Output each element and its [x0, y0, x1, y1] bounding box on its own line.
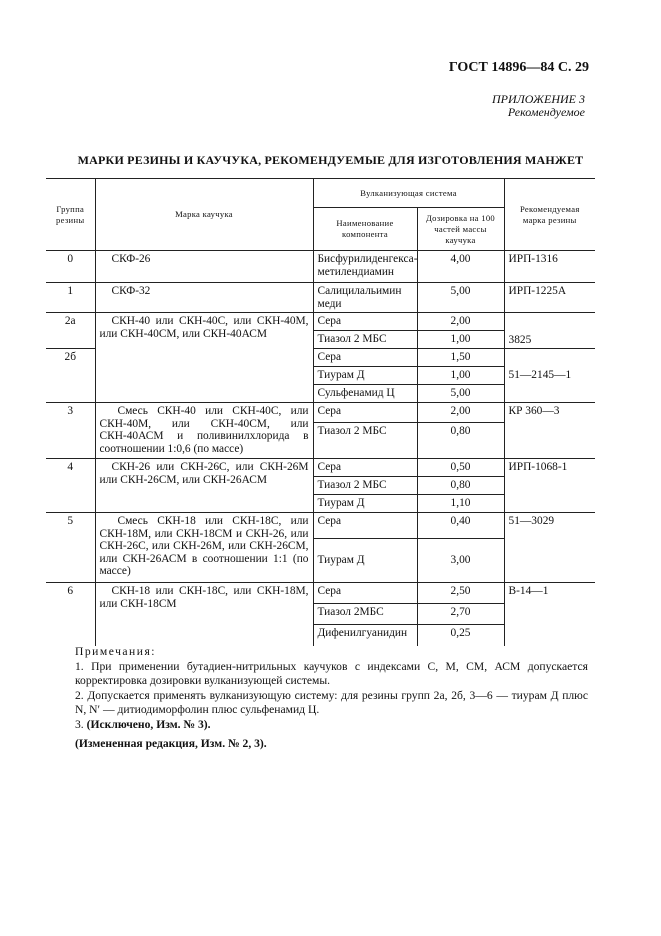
cell-group: 2б — [46, 349, 95, 403]
table-row — [46, 403, 595, 423]
header-vulcanizing-system: Вулканизующая система — [313, 179, 504, 208]
cell-brand: СКН-26 или СКН-26С, или СКН-26М или СКН-26СМ, или СКН-26АСМ — [95, 459, 313, 513]
cell-component: Сера — [313, 459, 417, 477]
cell-dosage: 0,80 — [417, 477, 504, 495]
cell-dosage: 0,50 — [417, 459, 504, 477]
header-recommended-grade: Рекомендуемая марка резины — [504, 179, 595, 251]
cell-dosage: 2,00 — [417, 403, 504, 423]
cell-dosage: 1,50 — [417, 349, 504, 367]
cell-grade: ИРП-1068-1 — [504, 459, 595, 513]
cell-dosage: 2,70 — [417, 604, 504, 625]
note-1: 1. При применении бутадиен-нитрильных каучуков с индексами С, М, СМ, АСМ допускается корректировка дозировки вулканизующей системы. — [75, 659, 588, 688]
cell-dosage: 2,00 — [417, 313, 504, 331]
cell-group: 2а — [46, 313, 95, 349]
rubber-grades-table — [46, 178, 595, 646]
header-component-name: Наименование компонента — [313, 208, 417, 251]
header-rubber-brand: Марка каучука — [95, 179, 313, 251]
cell-dosage: 1,10 — [417, 495, 504, 513]
document-title: МАРКИ РЕЗИНЫ И КАУЧУКА, РЕКОМЕНДУЕМЫЕ ДЛЯ ИЗГОТОВЛЕНИЯ МАНЖЕТ — [77, 153, 584, 167]
cell-group: 0 — [46, 251, 95, 283]
cell-component: Бисфурилиденгекса-метилендиамин — [313, 251, 417, 283]
cell-component: Тиазол 2 МБС — [313, 477, 417, 495]
cell-dosage: 2,50 — [417, 583, 504, 604]
cell-brand: СКН-18 или СКН-18С, или СКН-18М, или СКН-18СМ — [95, 583, 313, 646]
table-row — [46, 513, 595, 539]
cell-component: Тиазол 2 МБС — [313, 423, 417, 459]
cell-component: Салицилальимин меди — [313, 283, 417, 313]
cell-component: Тиурам Д — [313, 367, 417, 385]
cell-component: Тиурам Д — [313, 539, 417, 583]
cell-dosage: 0,40 — [417, 513, 504, 539]
appendix-number: ПРИЛОЖЕНИЕ 3 — [492, 92, 585, 106]
note-3 — [75, 718, 588, 733]
cell-dosage: 5,00 — [417, 283, 504, 313]
notes-section — [75, 645, 588, 733]
cell-brand: СКФ-32 — [95, 283, 313, 313]
cell-dosage: 1,00 — [417, 367, 504, 385]
header-group: Группа резины — [46, 179, 95, 251]
cell-grade: 51—3029 — [504, 513, 595, 583]
appendix-label — [492, 93, 585, 119]
cell-grade: 3825 — [504, 313, 595, 349]
page-header: ГОСТ 14896—84 С. 29 — [448, 60, 589, 75]
cell-grade: 51—2145—1 — [504, 349, 595, 403]
table-row — [46, 313, 595, 331]
appendix-status: Рекомендуемое — [507, 105, 585, 119]
cell-component: Сера — [313, 403, 417, 423]
cell-group: 5 — [46, 513, 95, 583]
cell-group: 4 — [46, 459, 95, 513]
cell-component: Сера — [313, 313, 417, 331]
cell-group: 6 — [46, 583, 95, 646]
cell-brand: Смесь СКН-40 или СКН-40С, или СКН-40М, или СКН-40СМ, или СКН-40АСМ и поливинилхлорида в соотношении 1:0,6 (по массе) — [95, 403, 313, 459]
cell-brand: СКФ-26 — [95, 251, 313, 283]
cell-dosage: 3,00 — [417, 539, 504, 583]
notes-heading: Примечания: — [75, 645, 157, 658]
note-2: 2. Допускается применять вулканизующую систему: для резины групп 2а, 2б, 3—6 — тиурам Д плюс N, N′ — дитиодиморфолин плюс сульфенамид Ц. — [75, 688, 588, 717]
cell-dosage: 1,00 — [417, 331, 504, 349]
cell-component: Тиурам Д — [313, 495, 417, 513]
cell-component: Сера — [313, 349, 417, 367]
cell-grade: В-14—1 — [504, 583, 595, 646]
cell-dosage: 5,00 — [417, 385, 504, 403]
cell-grade: КР 360—3 — [504, 403, 595, 459]
cell-group: 3 — [46, 403, 95, 459]
table-row — [46, 251, 595, 283]
cell-dosage: 0,80 — [417, 423, 504, 459]
header-dosage: Дозировка на 100 частей массы каучука — [417, 208, 504, 251]
cell-brand: Смесь СКН-18 или СКН-18С, или СКН-18М, или СКН-18СМ и СКН-26, или СКН-26С, или СКН-26М, или СКН-26СМ, или СКН-26АСМ в соотношении 1:1 (по массе) — [95, 513, 313, 583]
table-row — [46, 459, 595, 477]
cell-group: 1 — [46, 283, 95, 313]
cell-grade: ИРП-1316 — [504, 251, 595, 283]
cell-component: Сульфенамид Ц — [313, 385, 417, 403]
cell-component: Тиазол 2МБС — [313, 604, 417, 625]
table-row — [46, 283, 595, 313]
note-3-text: (Исключено, Изм. № 3). — [86, 717, 211, 731]
cell-component: Дифенилгуанидин — [313, 625, 417, 646]
cell-component: Сера — [313, 513, 417, 539]
cell-dosage: 4,00 — [417, 251, 504, 283]
cell-grade: ИРП-1225А — [504, 283, 595, 313]
table-row — [46, 583, 595, 604]
cell-component: Тиазол 2 МБС — [313, 331, 417, 349]
edition-note: (Измененная редакция, Изм. № 2, 3). — [75, 737, 267, 750]
note-3-number: 3. — [75, 717, 84, 731]
cell-component: Сера — [313, 583, 417, 604]
cell-dosage: 0,25 — [417, 625, 504, 646]
cell-brand: СКН-40 или СКН-40С, или СКН-40М, или СКН-40СМ, или СКН-40АСМ — [95, 313, 313, 403]
